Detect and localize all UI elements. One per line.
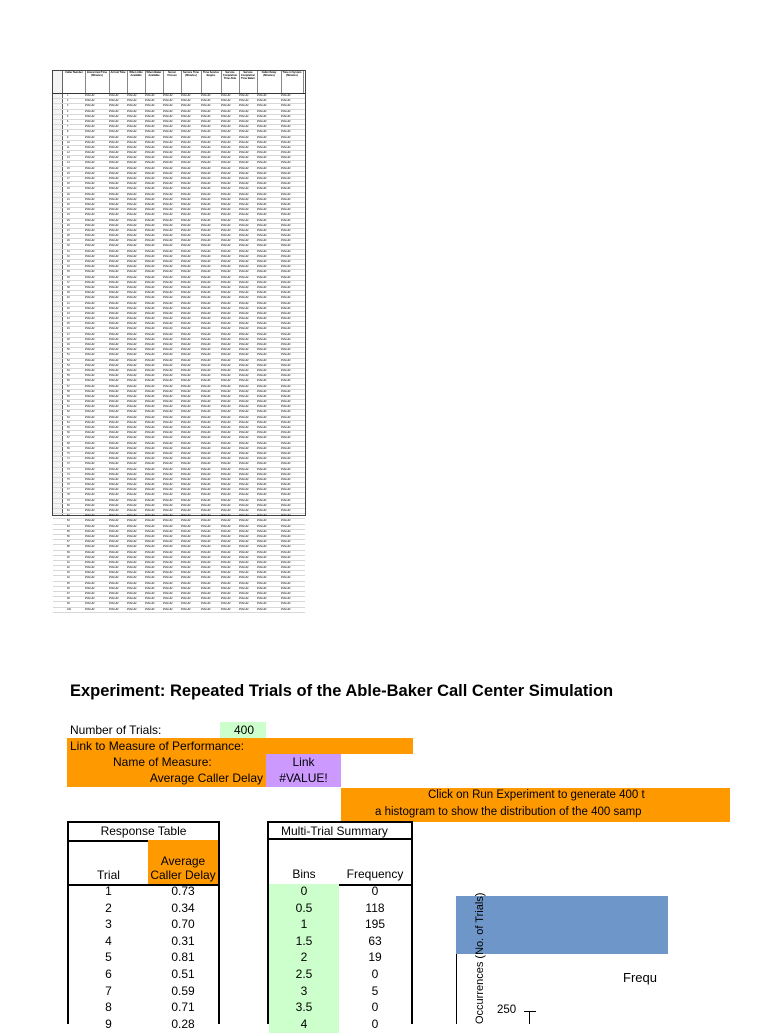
name-of-measure-label: Name of Measure: bbox=[113, 755, 212, 769]
thumbnail-row: 76 #VALUE! #VALUE! #VALUE! #VALUE! #VALUE! #VALUE! #VALUE! #VALUE! #VALUE! #VALUE! #VALUE! bbox=[53, 483, 305, 488]
summary-frequency-value: 195 bbox=[364, 917, 386, 932]
thumbnail-column-header: Arrival Time bbox=[109, 71, 128, 93]
bins-column-header: Bins bbox=[292, 867, 316, 881]
response-average-value: 0.34 bbox=[171, 900, 195, 915]
average-caller-delay-header: Average Caller Delay bbox=[148, 840, 218, 884]
thumbnail-row: 14 #VALUE! #VALUE! #VALUE! #VALUE! #VALUE! #VALUE! #VALUE! #VALUE! #VALUE! #VALUE! #VALUE! bbox=[53, 161, 305, 166]
measure-link-text: Link bbox=[292, 755, 315, 769]
simulation-table-header bbox=[53, 71, 305, 94]
instructions-line-1: Click on Run Experiment to generate 400 t bbox=[428, 789, 645, 801]
response-average-value: 0.28 bbox=[171, 1016, 195, 1031]
thumbnail-row: 93 #VALUE! #VALUE! #VALUE! #VALUE! #VALUE! #VALUE! #VALUE! #VALUE! #VALUE! #VALUE! #VALUE! bbox=[53, 571, 305, 576]
thumbnail-row: 26 #VALUE! #VALUE! #VALUE! #VALUE! #VALUE! #VALUE! #VALUE! #VALUE! #VALUE! #VALUE! #VALUE! bbox=[53, 224, 305, 229]
trial-column-header: Trial bbox=[97, 868, 120, 882]
thumbnail-row: 4 #VALUE! #VALUE! #VALUE! #VALUE! #VALUE! #VALUE! #VALUE! #VALUE! #VALUE! #VALUE! #VALUE! bbox=[53, 110, 305, 115]
thumbnail-row: 33 #VALUE! #VALUE! #VALUE! #VALUE! #VALUE! #VALUE! #VALUE! #VALUE! #VALUE! #VALUE! #VALUE! bbox=[53, 260, 305, 265]
thumbnail-row: 44 #VALUE! #VALUE! #VALUE! #VALUE! #VALUE! #VALUE! #VALUE! #VALUE! #VALUE! #VALUE! #VALUE! bbox=[53, 317, 305, 322]
response-average-value: 0.81 bbox=[171, 950, 195, 965]
thumbnail-row: 82 #VALUE! #VALUE! #VALUE! #VALUE! #VALUE! #VALUE! #VALUE! #VALUE! #VALUE! #VALUE! #VALUE! bbox=[53, 514, 305, 519]
thumbnail-row: 18 #VALUE! #VALUE! #VALUE! #VALUE! #VALUE! #VALUE! #VALUE! #VALUE! #VALUE! #VALUE! #VALUE! bbox=[53, 182, 305, 187]
thumbnail-row: 8 #VALUE! #VALUE! #VALUE! #VALUE! #VALUE! #VALUE! #VALUE! #VALUE! #VALUE! #VALUE! #VALUE! bbox=[53, 130, 305, 135]
summary-frequency-value: 63 bbox=[368, 933, 382, 948]
response-table bbox=[67, 821, 220, 1031]
thumbnail-row: 62 #VALUE! #VALUE! #VALUE! #VALUE! #VALUE! #VALUE! #VALUE! #VALUE! #VALUE! #VALUE! #VALUE! bbox=[53, 410, 305, 415]
summary-bin-value: 3.5 bbox=[269, 1000, 339, 1017]
thumbnail-row: 35 #VALUE! #VALUE! #VALUE! #VALUE! #VALUE! #VALUE! #VALUE! #VALUE! #VALUE! #VALUE! #VALUE! bbox=[53, 270, 305, 275]
response-table-title: Response Table bbox=[69, 823, 218, 842]
thumbnail-row: 65 #VALUE! #VALUE! #VALUE! #VALUE! #VALUE! #VALUE! #VALUE! #VALUE! #VALUE! #VALUE! #VALUE! bbox=[53, 426, 305, 431]
thumbnail-row: 16 #VALUE! #VALUE! #VALUE! #VALUE! #VALUE! #VALUE! #VALUE! #VALUE! #VALUE! #VALUE! #VALUE! bbox=[53, 172, 305, 177]
summary-bin-value: 1 bbox=[269, 917, 339, 934]
thumbnail-row: 45 #VALUE! #VALUE! #VALUE! #VALUE! #VALUE! #VALUE! #VALUE! #VALUE! #VALUE! #VALUE! #VALUE! bbox=[53, 322, 305, 327]
chart-title-band bbox=[456, 896, 668, 954]
instructions-line-2: a histogram to show the distribution of the 400 samp bbox=[375, 806, 642, 818]
thumbnail-row: 57 #VALUE! #VALUE! #VALUE! #VALUE! #VALUE! #VALUE! #VALUE! #VALUE! #VALUE! #VALUE! #VALUE! bbox=[53, 385, 305, 390]
thumbnail-row: 70 #VALUE! #VALUE! #VALUE! #VALUE! #VALUE! #VALUE! #VALUE! #VALUE! #VALUE! #VALUE! #VALUE! bbox=[53, 452, 305, 457]
thumbnail-row: 32 #VALUE! #VALUE! #VALUE! #VALUE! #VALUE! #VALUE! #VALUE! #VALUE! #VALUE! #VALUE! #VALUE! bbox=[53, 255, 305, 260]
thumbnail-row: 69 #VALUE! #VALUE! #VALUE! #VALUE! #VALUE! #VALUE! #VALUE! #VALUE! #VALUE! #VALUE! #VALUE! bbox=[53, 447, 305, 452]
thumbnail-row: 34 #VALUE! #VALUE! #VALUE! #VALUE! #VALUE! #VALUE! #VALUE! #VALUE! #VALUE! #VALUE! #VALUE! bbox=[53, 265, 305, 270]
thumbnail-row: 66 #VALUE! #VALUE! #VALUE! #VALUE! #VALUE! #VALUE! #VALUE! #VALUE! #VALUE! #VALUE! #VALUE! bbox=[53, 431, 305, 436]
thumbnail-row: 95 #VALUE! #VALUE! #VALUE! #VALUE! #VALUE! #VALUE! #VALUE! #VALUE! #VALUE! #VALUE! #VALUE! bbox=[53, 582, 305, 587]
measure-name-block bbox=[67, 754, 266, 787]
thumbnail-row: 9 #VALUE! #VALUE! #VALUE! #VALUE! #VALUE! #VALUE! #VALUE! #VALUE! #VALUE! #VALUE! #VALUE! bbox=[53, 136, 305, 141]
thumbnail-row: 85 #VALUE! #VALUE! #VALUE! #VALUE! #VALUE! #VALUE! #VALUE! #VALUE! #VALUE! #VALUE! #VALUE! bbox=[53, 530, 305, 535]
thumbnail-row: 58 #VALUE! #VALUE! #VALUE! #VALUE! #VALUE! #VALUE! #VALUE! #VALUE! #VALUE! #VALUE! #VALUE! bbox=[53, 390, 305, 395]
thumbnail-row: 21 #VALUE! #VALUE! #VALUE! #VALUE! #VALUE! #VALUE! #VALUE! #VALUE! #VALUE! #VALUE! #VALUE! bbox=[53, 198, 305, 203]
number-of-trials-input[interactable]: 400 bbox=[220, 722, 266, 738]
thumbnail-row: 100 #VALUE! #VALUE! #VALUE! #VALUE! #VALUE! #VALUE! #VALUE! #VALUE! #VALUE! #VALUE! #VALUE! bbox=[53, 608, 305, 613]
thumbnail-row: 68 #VALUE! #VALUE! #VALUE! #VALUE! #VALUE! #VALUE! #VALUE! #VALUE! #VALUE! #VALUE! #VALUE! bbox=[53, 442, 305, 447]
thumbnail-row: 83 #VALUE! #VALUE! #VALUE! #VALUE! #VALUE! #VALUE! #VALUE! #VALUE! #VALUE! #VALUE! #VALUE! bbox=[53, 519, 305, 524]
summary-bin-value: 3 bbox=[269, 984, 339, 1001]
thumbnail-row: 75 #VALUE! #VALUE! #VALUE! #VALUE! #VALUE! #VALUE! #VALUE! #VALUE! #VALUE! #VALUE! #VALUE! bbox=[53, 478, 305, 483]
y-axis-line bbox=[529, 1012, 530, 1024]
thumbnail-row: 13 #VALUE! #VALUE! #VALUE! #VALUE! #VALUE! #VALUE! #VALUE! #VALUE! #VALUE! #VALUE! #VALUE! bbox=[53, 156, 305, 161]
thumbnail-row: 63 #VALUE! #VALUE! #VALUE! #VALUE! #VALUE! #VALUE! #VALUE! #VALUE! #VALUE! #VALUE! #VALUE! bbox=[53, 416, 305, 421]
thumbnail-row: 36 #VALUE! #VALUE! #VALUE! #VALUE! #VALUE! #VALUE! #VALUE! #VALUE! #VALUE! #VALUE! #VALUE! bbox=[53, 276, 305, 281]
thumbnail-row: 6 #VALUE! #VALUE! #VALUE! #VALUE! #VALUE! #VALUE! #VALUE! #VALUE! #VALUE! #VALUE! #VALUE! bbox=[53, 120, 305, 125]
thumbnail-row: 71 #VALUE! #VALUE! #VALUE! #VALUE! #VALUE! #VALUE! #VALUE! #VALUE! #VALUE! #VALUE! #VALUE! bbox=[53, 457, 305, 462]
thumbnail-row: 2 #VALUE! #VALUE! #VALUE! #VALUE! #VALUE! #VALUE! #VALUE! #VALUE! #VALUE! #VALUE! #VALUE! bbox=[53, 99, 305, 104]
thumbnail-row: 94 #VALUE! #VALUE! #VALUE! #VALUE! #VALUE! #VALUE! #VALUE! #VALUE! #VALUE! #VALUE! #VALUE! bbox=[53, 576, 305, 581]
summary-frequency-value: 0 bbox=[371, 884, 379, 898]
response-trial-number: 6 bbox=[105, 967, 112, 981]
measure-name-value: Average Caller Delay bbox=[149, 771, 263, 785]
thumbnail-row: 41 #VALUE! #VALUE! #VALUE! #VALUE! #VALUE! #VALUE! #VALUE! #VALUE! #VALUE! #VALUE! #VALUE! bbox=[53, 302, 305, 307]
thumbnail-row: 15 #VALUE! #VALUE! #VALUE! #VALUE! #VALUE! #VALUE! #VALUE! #VALUE! #VALUE! #VALUE! #VALUE! bbox=[53, 167, 305, 172]
thumbnail-row: 89 #VALUE! #VALUE! #VALUE! #VALUE! #VALUE! #VALUE! #VALUE! #VALUE! #VALUE! #VALUE! #VALUE! bbox=[53, 551, 305, 556]
thumbnail-row: 91 #VALUE! #VALUE! #VALUE! #VALUE! #VALUE! #VALUE! #VALUE! #VALUE! #VALUE! #VALUE! #VALUE! bbox=[53, 561, 305, 566]
thumbnail-column-header: Interarrival Time (Minutes) bbox=[85, 71, 110, 93]
thumbnail-row: 99 #VALUE! #VALUE! #VALUE! #VALUE! #VALUE! #VALUE! #VALUE! #VALUE! #VALUE! #VALUE! #VALUE! bbox=[53, 602, 305, 607]
thumbnail-row: 1 #VALUE! #VALUE! #VALUE! #VALUE! #VALUE! #VALUE! #VALUE! #VALUE! #VALUE! #VALUE! #VALUE! bbox=[53, 94, 305, 99]
thumbnail-row: 47 #VALUE! #VALUE! #VALUE! #VALUE! #VALUE! #VALUE! #VALUE! #VALUE! #VALUE! #VALUE! #VALUE! bbox=[53, 333, 305, 338]
thumbnail-row: 17 #VALUE! #VALUE! #VALUE! #VALUE! #VALUE! #VALUE! #VALUE! #VALUE! #VALUE! #VALUE! #VALUE! bbox=[53, 177, 305, 182]
thumbnail-row: 23 #VALUE! #VALUE! #VALUE! #VALUE! #VALUE! #VALUE! #VALUE! #VALUE! #VALUE! #VALUE! #VALUE! bbox=[53, 208, 305, 213]
thumbnail-row: 52 #VALUE! #VALUE! #VALUE! #VALUE! #VALUE! #VALUE! #VALUE! #VALUE! #VALUE! #VALUE! #VALUE! bbox=[53, 359, 305, 364]
thumbnail-row: 74 #VALUE! #VALUE! #VALUE! #VALUE! #VALUE! #VALUE! #VALUE! #VALUE! #VALUE! #VALUE! #VALUE! bbox=[53, 473, 305, 478]
chart-y-axis-label: Occurrences (No. of Trials) bbox=[474, 892, 486, 1024]
thumbnail-row: 10 #VALUE! #VALUE! #VALUE! #VALUE! #VALUE! #VALUE! #VALUE! #VALUE! #VALUE! #VALUE! #VALUE! bbox=[53, 141, 305, 146]
thumbnail-row: 51 #VALUE! #VALUE! #VALUE! #VALUE! #VALUE! #VALUE! #VALUE! #VALUE! #VALUE! #VALUE! #VALUE! bbox=[53, 353, 305, 358]
thumbnail-row: 7 #VALUE! #VALUE! #VALUE! #VALUE! #VALUE! #VALUE! #VALUE! #VALUE! #VALUE! #VALUE! #VALUE! bbox=[53, 125, 305, 130]
thumbnail-column-header: Service Completion Time Able bbox=[221, 71, 240, 93]
thumbnail-row: 87 #VALUE! #VALUE! #VALUE! #VALUE! #VALUE! #VALUE! #VALUE! #VALUE! #VALUE! #VALUE! #VALUE! bbox=[53, 540, 305, 545]
multi-trial-summary bbox=[267, 821, 413, 1031]
thumbnail-row: 77 #VALUE! #VALUE! #VALUE! #VALUE! #VALUE! #VALUE! #VALUE! #VALUE! #VALUE! #VALUE! #VALUE! bbox=[53, 488, 305, 493]
simulation-table-rows bbox=[53, 94, 305, 613]
thumbnail-row: 11 #VALUE! #VALUE! #VALUE! #VALUE! #VALUE! #VALUE! #VALUE! #VALUE! #VALUE! #VALUE! #VALUE! bbox=[53, 146, 305, 151]
thumbnail-row: 25 #VALUE! #VALUE! #VALUE! #VALUE! #VALUE! #VALUE! #VALUE! #VALUE! #VALUE! #VALUE! #VALUE! bbox=[53, 219, 305, 224]
thumbnail-column-header: When Able Available bbox=[127, 71, 146, 93]
thumbnail-column-header: Caller Delay (Minutes) bbox=[257, 71, 282, 93]
summary-frequency-value: 19 bbox=[368, 950, 382, 965]
summary-bin-value: 2 bbox=[269, 950, 339, 967]
response-average-value: 0.70 bbox=[171, 917, 195, 932]
response-trial-number: 5 bbox=[105, 950, 112, 965]
measure-link-value: #VALUE! bbox=[279, 771, 328, 785]
thumbnail-row: 92 #VALUE! #VALUE! #VALUE! #VALUE! #VALUE! #VALUE! #VALUE! #VALUE! #VALUE! #VALUE! #VALUE! bbox=[53, 566, 305, 571]
response-trial-number: 7 bbox=[105, 983, 112, 998]
thumbnail-column-header: Service Time (Minutes) bbox=[181, 71, 202, 93]
thumbnail-column-header: Server Chosen bbox=[163, 71, 182, 93]
thumbnail-row: 49 #VALUE! #VALUE! #VALUE! #VALUE! #VALUE! #VALUE! #VALUE! #VALUE! #VALUE! #VALUE! #VALUE! bbox=[53, 343, 305, 348]
thumbnail-row: 37 #VALUE! #VALUE! #VALUE! #VALUE! #VALUE! #VALUE! #VALUE! #VALUE! #VALUE! #VALUE! #VALUE! bbox=[53, 281, 305, 286]
thumbnail-row: 86 #VALUE! #VALUE! #VALUE! #VALUE! #VALUE! #VALUE! #VALUE! #VALUE! #VALUE! #VALUE! #VALUE! bbox=[53, 535, 305, 540]
thumbnail-row: 59 #VALUE! #VALUE! #VALUE! #VALUE! #VALUE! #VALUE! #VALUE! #VALUE! #VALUE! #VALUE! #VALUE! bbox=[53, 395, 305, 400]
response-average-value: 0.73 bbox=[171, 884, 195, 898]
thumbnail-row: 56 #VALUE! #VALUE! #VALUE! #VALUE! #VALUE! #VALUE! #VALUE! #VALUE! #VALUE! #VALUE! #VALUE! bbox=[53, 379, 305, 384]
thumbnail-column-header: Service Completion Time Baker bbox=[239, 71, 258, 93]
summary-frequency-value: 118 bbox=[365, 900, 385, 915]
thumbnail-row: 61 #VALUE! #VALUE! #VALUE! #VALUE! #VALUE! #VALUE! #VALUE! #VALUE! #VALUE! #VALUE! #VALUE! bbox=[53, 405, 305, 410]
thumbnail-row: 50 #VALUE! #VALUE! #VALUE! #VALUE! #VALUE! #VALUE! #VALUE! #VALUE! #VALUE! #VALUE! #VALUE! bbox=[53, 348, 305, 353]
thumbnail-row: 39 #VALUE! #VALUE! #VALUE! #VALUE! #VALUE! #VALUE! #VALUE! #VALUE! #VALUE! #VALUE! #VALUE! bbox=[53, 291, 305, 296]
simulation-table-thumbnail bbox=[52, 70, 306, 611]
thumbnail-row: 19 #VALUE! #VALUE! #VALUE! #VALUE! #VALUE! #VALUE! #VALUE! #VALUE! #VALUE! #VALUE! #VALUE! bbox=[53, 187, 305, 192]
thumbnail-row: 3 #VALUE! #VALUE! #VALUE! #VALUE! #VALUE! #VALUE! #VALUE! #VALUE! #VALUE! #VALUE! #VALUE! bbox=[53, 104, 305, 109]
histogram-chart[interactable] bbox=[456, 954, 669, 1024]
response-average-value: 0.31 bbox=[171, 933, 195, 948]
thumbnail-row: 38 #VALUE! #VALUE! #VALUE! #VALUE! #VALUE! #VALUE! #VALUE! #VALUE! #VALUE! #VALUE! #VALUE! bbox=[53, 286, 305, 291]
thumbnail-row: 28 #VALUE! #VALUE! #VALUE! #VALUE! #VALUE! #VALUE! #VALUE! #VALUE! #VALUE! #VALUE! #VALUE! bbox=[53, 234, 305, 239]
thumbnail-row: 73 #VALUE! #VALUE! #VALUE! #VALUE! #VALUE! #VALUE! #VALUE! #VALUE! #VALUE! #VALUE! #VALUE! bbox=[53, 468, 305, 473]
thumbnail-row: 88 #VALUE! #VALUE! #VALUE! #VALUE! #VALUE! #VALUE! #VALUE! #VALUE! #VALUE! #VALUE! #VALUE! bbox=[53, 545, 305, 550]
thumbnail-row: 40 #VALUE! #VALUE! #VALUE! #VALUE! #VALUE! #VALUE! #VALUE! #VALUE! #VALUE! #VALUE! #VALUE! bbox=[53, 296, 305, 301]
response-average-value: 0.59 bbox=[171, 983, 195, 998]
summary-bin-value: 4 bbox=[269, 1017, 339, 1033]
thumbnail-row: 72 #VALUE! #VALUE! #VALUE! #VALUE! #VALUE! #VALUE! #VALUE! #VALUE! #VALUE! #VALUE! #VALUE! bbox=[53, 462, 305, 467]
thumbnail-row: 42 #VALUE! #VALUE! #VALUE! #VALUE! #VALUE! #VALUE! #VALUE! #VALUE! #VALUE! #VALUE! #VALUE! bbox=[53, 307, 305, 312]
link-to-measure-row bbox=[67, 738, 413, 754]
thumbnail-row: 84 #VALUE! #VALUE! #VALUE! #VALUE! #VALUE! #VALUE! #VALUE! #VALUE! #VALUE! #VALUE! #VALUE! bbox=[53, 525, 305, 530]
thumbnail-row: 43 #VALUE! #VALUE! #VALUE! #VALUE! #VALUE! #VALUE! #VALUE! #VALUE! #VALUE! #VALUE! #VALUE! bbox=[53, 312, 305, 317]
thumbnail-row: 53 #VALUE! #VALUE! #VALUE! #VALUE! #VALUE! #VALUE! #VALUE! #VALUE! #VALUE! #VALUE! #VALUE! bbox=[53, 364, 305, 369]
thumbnail-row: 30 #VALUE! #VALUE! #VALUE! #VALUE! #VALUE! #VALUE! #VALUE! #VALUE! #VALUE! #VALUE! #VALUE! bbox=[53, 244, 305, 249]
multi-trial-summary-header bbox=[269, 840, 411, 886]
response-trial-number: 1 bbox=[105, 884, 112, 898]
thumbnail-row: 12 #VALUE! #VALUE! #VALUE! #VALUE! #VALUE! #VALUE! #VALUE! #VALUE! #VALUE! #VALUE! #VALUE! bbox=[53, 151, 305, 156]
thumbnail-row: 81 #VALUE! #VALUE! #VALUE! #VALUE! #VALUE! #VALUE! #VALUE! #VALUE! #VALUE! #VALUE! #VALUE! bbox=[53, 509, 305, 514]
summary-frequency-value: 0 bbox=[371, 1000, 379, 1015]
thumbnail-row: 55 #VALUE! #VALUE! #VALUE! #VALUE! #VALUE! #VALUE! #VALUE! #VALUE! #VALUE! #VALUE! #VALUE! bbox=[53, 374, 305, 379]
thumbnail-row: 79 #VALUE! #VALUE! #VALUE! #VALUE! #VALUE! #VALUE! #VALUE! #VALUE! #VALUE! #VALUE! #VALUE! bbox=[53, 499, 305, 504]
thumbnail-row: 97 #VALUE! #VALUE! #VALUE! #VALUE! #VALUE! #VALUE! #VALUE! #VALUE! #VALUE! #VALUE! #VALUE! bbox=[53, 592, 305, 597]
response-trial-number: 9 bbox=[105, 1016, 112, 1031]
thumbnail-row: 80 #VALUE! #VALUE! #VALUE! #VALUE! #VALUE! #VALUE! #VALUE! #VALUE! #VALUE! #VALUE! #VALUE! bbox=[53, 504, 305, 509]
thumbnail-column-header: Time in System (Minutes) bbox=[281, 71, 304, 93]
number-of-trials-label: Number of Trials: bbox=[70, 723, 162, 737]
response-trial-number: 3 bbox=[105, 917, 112, 932]
thumbnail-row: 22 #VALUE! #VALUE! #VALUE! #VALUE! #VALUE! #VALUE! #VALUE! #VALUE! #VALUE! #VALUE! #VALUE! bbox=[53, 203, 305, 208]
summary-frequency-value: 0 bbox=[371, 1016, 379, 1031]
multi-trial-summary-title: Multi-Trial Summary bbox=[269, 823, 411, 840]
thumbnail-column-header: Time Service Begins bbox=[201, 71, 222, 93]
y-tick-mark bbox=[524, 1011, 536, 1012]
thumbnail-row: 29 #VALUE! #VALUE! #VALUE! #VALUE! #VALUE! #VALUE! #VALUE! #VALUE! #VALUE! #VALUE! #VALUE! bbox=[53, 239, 305, 244]
thumbnail-row: 96 #VALUE! #VALUE! #VALUE! #VALUE! #VALUE! #VALUE! #VALUE! #VALUE! #VALUE! #VALUE! #VALUE! bbox=[53, 587, 305, 592]
thumbnail-row: 20 #VALUE! #VALUE! #VALUE! #VALUE! #VALUE! #VALUE! #VALUE! #VALUE! #VALUE! #VALUE! #VALUE! bbox=[53, 193, 305, 198]
thumbnail-row: 67 #VALUE! #VALUE! #VALUE! #VALUE! #VALUE! #VALUE! #VALUE! #VALUE! #VALUE! #VALUE! #VALUE! bbox=[53, 436, 305, 441]
thumbnail-row: 54 #VALUE! #VALUE! #VALUE! #VALUE! #VALUE! #VALUE! #VALUE! #VALUE! #VALUE! #VALUE! #VALUE! bbox=[53, 369, 305, 374]
thumbnail-column-header: When Baker Available bbox=[145, 71, 164, 93]
thumbnail-row: 48 #VALUE! #VALUE! #VALUE! #VALUE! #VALUE! #VALUE! #VALUE! #VALUE! #VALUE! #VALUE! #VALUE! bbox=[53, 338, 305, 343]
thumbnail-row: 60 #VALUE! #VALUE! #VALUE! #VALUE! #VALUE! #VALUE! #VALUE! #VALUE! #VALUE! #VALUE! #VALUE! bbox=[53, 400, 305, 405]
thumbnail-row: 64 #VALUE! #VALUE! #VALUE! #VALUE! #VALUE! #VALUE! #VALUE! #VALUE! #VALUE! #VALUE! #VALUE! bbox=[53, 421, 305, 426]
experiment-title: Experiment: Repeated Trials of the Able-Baker Call Center Simulation bbox=[70, 682, 614, 700]
thumbnail-row: 78 #VALUE! #VALUE! #VALUE! #VALUE! #VALUE! #VALUE! #VALUE! #VALUE! #VALUE! #VALUE! #VALUE! bbox=[53, 493, 305, 498]
response-average-value: 0.51 bbox=[171, 967, 195, 981]
summary-bin-value: 0.5 bbox=[269, 901, 339, 918]
measure-link-cell[interactable] bbox=[266, 754, 341, 787]
frequency-column-header: Frequency bbox=[346, 867, 404, 881]
response-table-header bbox=[69, 840, 218, 886]
link-to-measure-label: Link to Measure of Performance: bbox=[70, 739, 245, 753]
summary-frequency-value: 0 bbox=[371, 967, 379, 981]
thumbnail-row: 98 #VALUE! #VALUE! #VALUE! #VALUE! #VALUE! #VALUE! #VALUE! #VALUE! #VALUE! #VALUE! #VALUE! bbox=[53, 597, 305, 602]
summary-bin-value: 1.5 bbox=[269, 934, 339, 951]
thumbnail-row: 31 #VALUE! #VALUE! #VALUE! #VALUE! #VALUE! #VALUE! #VALUE! #VALUE! #VALUE! #VALUE! #VALUE! bbox=[53, 250, 305, 255]
instructions-banner bbox=[341, 788, 730, 822]
response-trial-number: 2 bbox=[105, 900, 112, 915]
thumbnail-row: 90 #VALUE! #VALUE! #VALUE! #VALUE! #VALUE! #VALUE! #VALUE! #VALUE! #VALUE! #VALUE! #VALUE! bbox=[53, 556, 305, 561]
summary-frequency-value: 5 bbox=[371, 983, 379, 998]
chart-title: Frequ bbox=[623, 970, 657, 985]
response-trial-number: 8 bbox=[105, 1000, 112, 1015]
thumbnail-column-header: Caller Number bbox=[63, 71, 86, 93]
thumbnail-row: 46 #VALUE! #VALUE! #VALUE! #VALUE! #VALUE! #VALUE! #VALUE! #VALUE! #VALUE! #VALUE! #VALUE! bbox=[53, 327, 305, 332]
response-average-value: 0.71 bbox=[171, 1000, 195, 1015]
thumbnail-row: 24 #VALUE! #VALUE! #VALUE! #VALUE! #VALUE! #VALUE! #VALUE! #VALUE! #VALUE! #VALUE! #VALUE! bbox=[53, 213, 305, 218]
thumbnail-row: 27 #VALUE! #VALUE! #VALUE! #VALUE! #VALUE! #VALUE! #VALUE! #VALUE! #VALUE! #VALUE! #VALUE! bbox=[53, 229, 305, 234]
summary-bin-value: 2.5 bbox=[269, 967, 339, 984]
response-trial-number: 4 bbox=[105, 933, 112, 948]
summary-bin-value: 0 bbox=[269, 884, 339, 901]
thumbnail-row: 5 #VALUE! #VALUE! #VALUE! #VALUE! #VALUE! #VALUE! #VALUE! #VALUE! #VALUE! #VALUE! #VALUE! bbox=[53, 115, 305, 120]
y-tick-label: 250 bbox=[497, 1004, 517, 1016]
